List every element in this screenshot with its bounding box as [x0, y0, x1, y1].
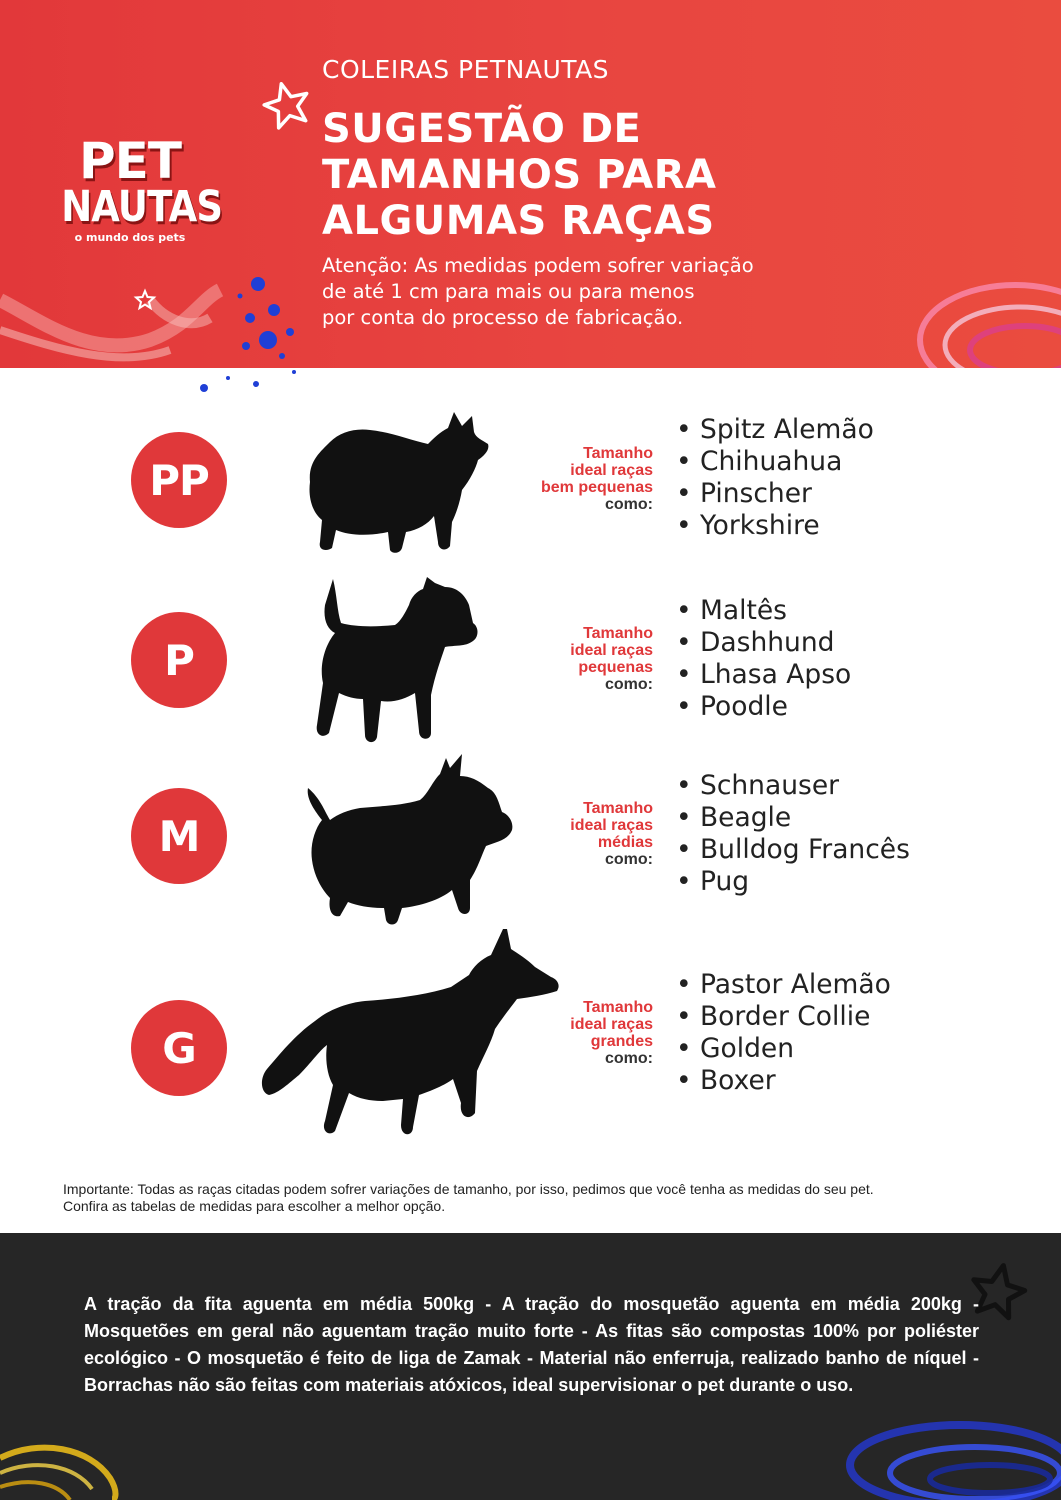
- list-item: • Poodle: [676, 691, 788, 722]
- description-line: bem pequenas: [540, 479, 653, 496]
- description-line: como:: [605, 851, 653, 868]
- notice-line: Atenção: As medidas podem sofrer variação: [322, 254, 754, 277]
- list-item: • Pinscher: [676, 478, 812, 509]
- list-item: • Pastor Alemão: [676, 969, 891, 1000]
- list-item: • Lhasa Apso: [676, 659, 852, 690]
- list-item: • Border Collie: [676, 1001, 871, 1032]
- petnautas-logo: [50, 132, 223, 244]
- title-line: ALGUMAS RAÇAS: [322, 198, 715, 244]
- paint-splash-decoration: [190, 260, 310, 400]
- description-line: Tamanho: [583, 625, 653, 642]
- description-line: ideal raças: [570, 642, 653, 659]
- important-note-line: Confira as tabelas de medidas para escolher a melhor opção.: [63, 1198, 446, 1214]
- star-outline-icon: [260, 78, 313, 130]
- description-line: Tamanho: [583, 999, 653, 1016]
- list-item: • Bulldog Francês: [676, 834, 910, 865]
- description-line: pequenas: [578, 659, 653, 676]
- list-item: • Chihuahua: [676, 446, 843, 477]
- important-note-line: Importante: Todas as raças citadas podem sofrer variações de tamanho, por isso, pedimos que você tenha as medidas do seu pet.: [63, 1181, 874, 1197]
- list-item: • Maltês: [676, 595, 787, 626]
- logo-tagline: o mundo dos pets: [74, 231, 186, 244]
- description-line: como:: [605, 496, 653, 513]
- description-line: ideal raças: [570, 462, 653, 479]
- size-description: [483, 800, 653, 868]
- title-line: TAMANHOS PARA: [322, 152, 717, 198]
- breed-list: [676, 969, 891, 1097]
- page-title: [322, 106, 882, 244]
- description-line: Tamanho: [583, 800, 653, 817]
- size-row-pp: [0, 400, 1061, 570]
- size-badge: M: [131, 788, 227, 884]
- list-item: • Golden: [676, 1033, 795, 1064]
- measurement-notice: [322, 253, 882, 331]
- size-description: [483, 625, 653, 693]
- size-badge: G: [131, 1000, 227, 1096]
- important-note: [63, 1181, 1023, 1215]
- breed-list: [676, 414, 874, 542]
- logo-text-nautas: NAUTAS: [61, 182, 223, 232]
- size-badge: P: [131, 612, 227, 708]
- size-row-g: [0, 925, 1061, 1150]
- description-line: ideal raças: [570, 817, 653, 834]
- dog-silhouette-spitz: [300, 402, 500, 562]
- list-item: • Spitz Alemão: [676, 414, 874, 445]
- list-item: • Dashhund: [676, 627, 835, 658]
- size-description: [483, 999, 653, 1067]
- size-row-p: [0, 575, 1061, 750]
- logo-text-pet: PET: [79, 132, 181, 190]
- footer-banner: [0, 1233, 1061, 1500]
- dog-silhouette-schnauzer: [305, 575, 485, 750]
- title-line: SUGESTÃO DE: [322, 106, 642, 152]
- size-row-m: [0, 750, 1061, 930]
- size-badge: PP: [131, 432, 227, 528]
- list-item: • Beagle: [676, 802, 792, 833]
- description-line: grandes: [590, 1033, 653, 1050]
- description-line: Tamanho: [583, 445, 653, 462]
- notice-line: de até 1 cm para mais ou para menos: [322, 280, 695, 303]
- header-banner: [0, 0, 1061, 368]
- breed-list: [676, 770, 910, 898]
- description-line: como:: [605, 1050, 653, 1067]
- list-item: • Schnauser: [676, 770, 840, 801]
- product-specifications: A tração da fita aguenta em média 500kg - A tração do mosquetão aguenta em média 200kg - Mosquetões em geral não aguentam tração muito forte - As fitas são compostas 100% por poliéster ecológico - O mosquetão é feito de liga de Zamak - Material não enferruja, realizado banho de níquel - Borrachas não são feitas com materiais atóxicos, ideal supervisionar o pet durante o uso.: [84, 1294, 979, 1395]
- breed-list: [676, 595, 851, 723]
- description-line: médias: [597, 834, 653, 851]
- size-description: [483, 445, 653, 513]
- list-item: • Pug: [676, 866, 750, 897]
- notice-line: por conta do processo de fabricação.: [322, 306, 684, 329]
- list-item: • Boxer: [676, 1065, 776, 1096]
- description-line: ideal raças: [570, 1016, 653, 1033]
- list-item: • Yorkshire: [676, 510, 820, 541]
- header-kicker: COLEIRAS PETNAUTAS: [322, 55, 610, 84]
- description-line: como:: [605, 676, 653, 693]
